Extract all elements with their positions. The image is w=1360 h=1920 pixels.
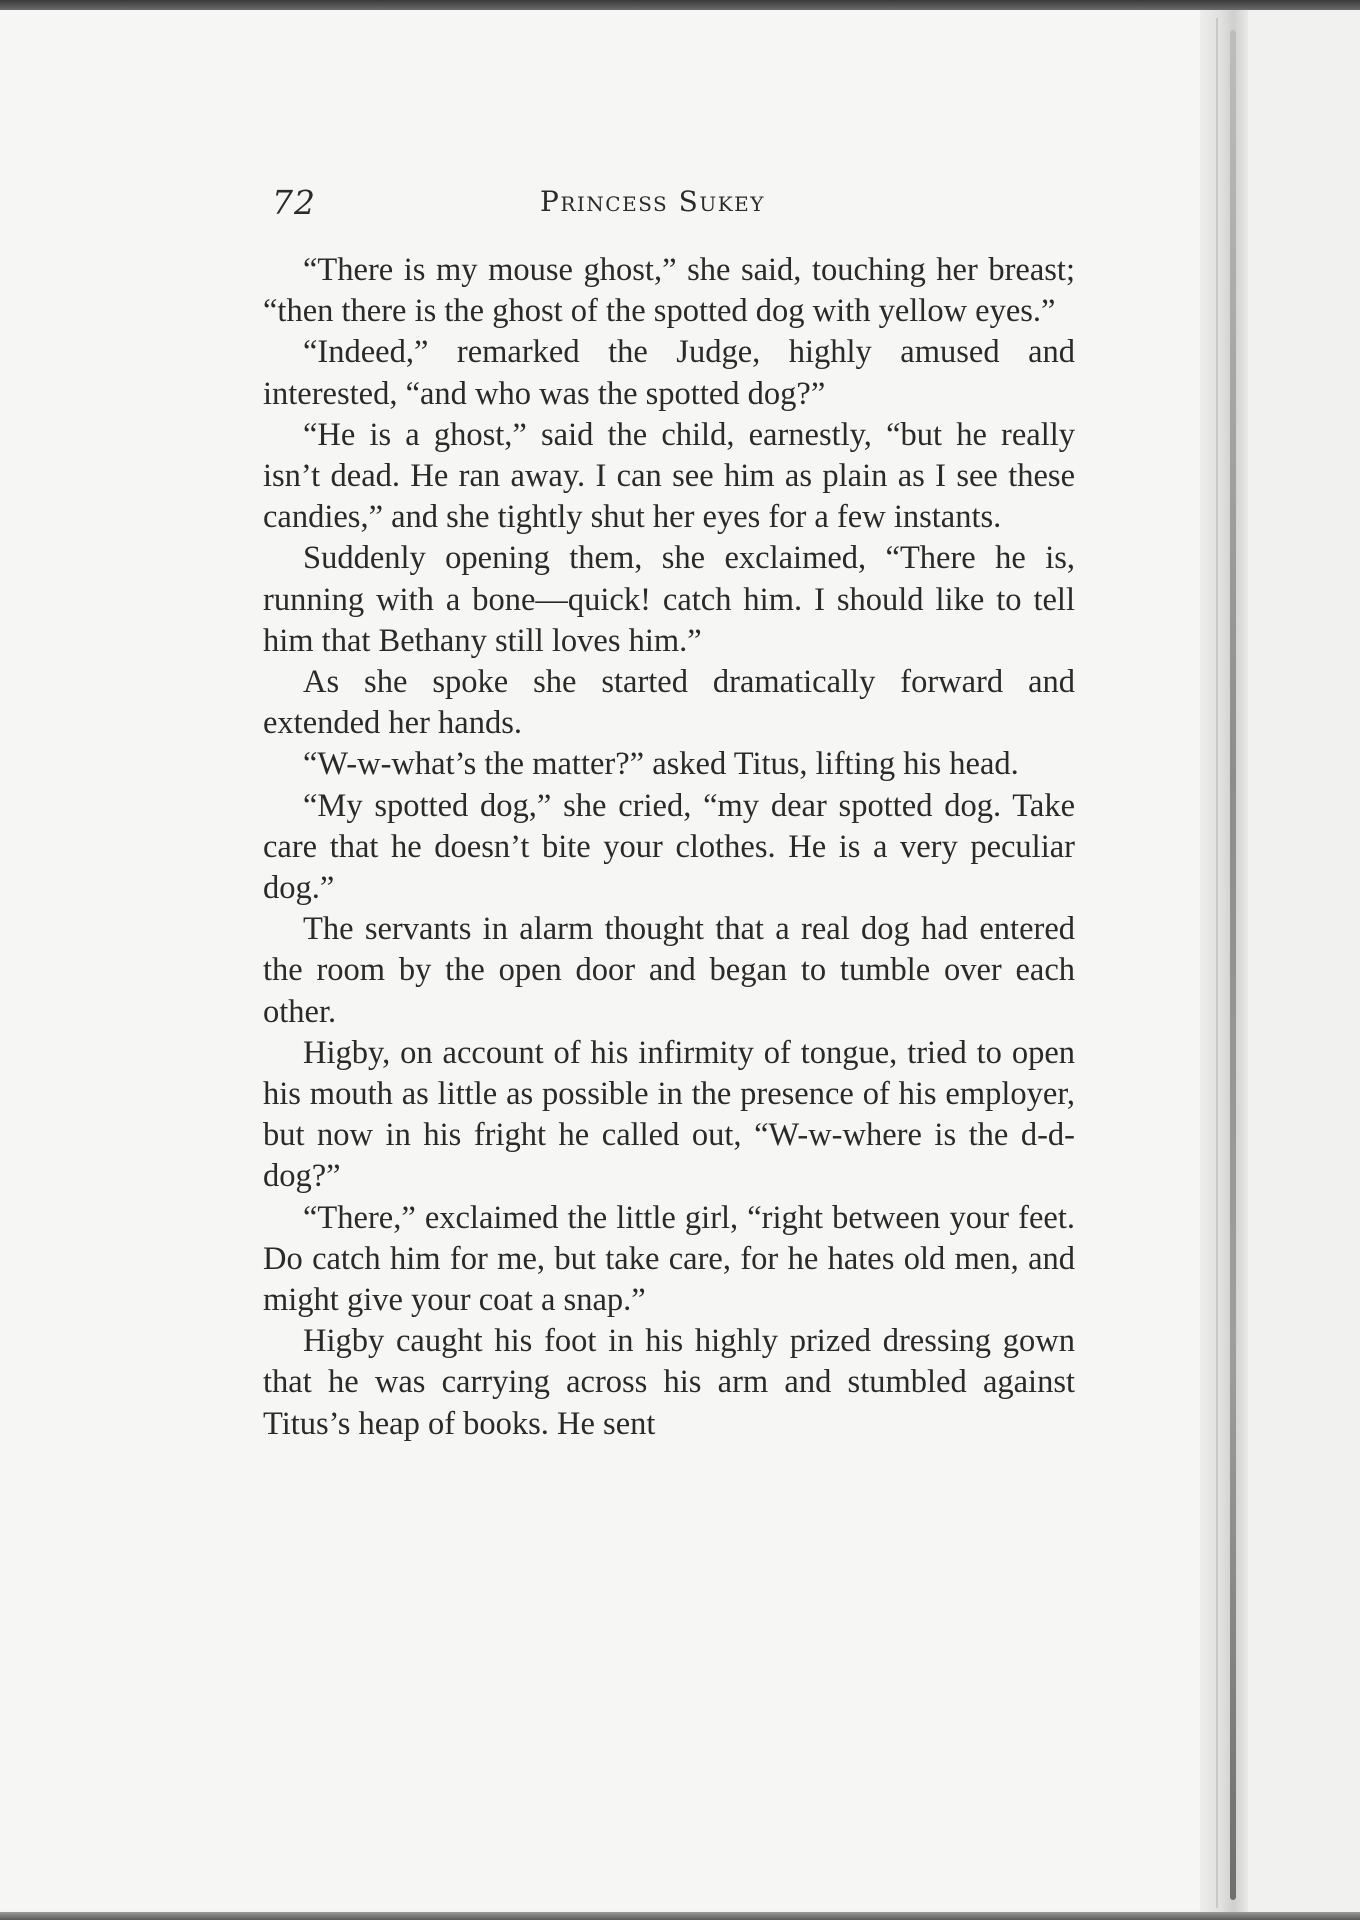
paragraph: “There is my mouse ghost,” she said, touching her breast; “then there is the ghost of the spotted dog with yellow eyes.” xyxy=(263,252,1075,330)
scan-top-border xyxy=(0,0,1360,10)
page-gutter-shadow xyxy=(1200,10,1248,1912)
body-text xyxy=(263,250,1075,1445)
paragraph: “Indeed,” remarked the Judge, highly amused and interested, “and who was the spotted dog?” xyxy=(263,334,1075,412)
scan-bottom-border xyxy=(0,1912,1360,1920)
paragraph: Higby, on account of his infirmity of tongue, tried to open his mouth as little as possible in the presence of his employer, but now in his fright he called out, “W-w-where is the d-d-dog?” xyxy=(263,1034,1075,1195)
page-number: 72 xyxy=(272,183,316,222)
paragraph: “He is a ghost,” said the child, earnestly, “but he really isn’t dead. He ran away. I can see him as plain as I see these candies,” and she tightly shut her eyes for a few instants. xyxy=(263,416,1075,536)
scan-margin xyxy=(1248,10,1360,1912)
paragraph: Higby caught his foot in his highly prized dressing gown that he was carrying across his arm and stumbled against Titus’s heap of books. He sent xyxy=(263,1323,1075,1442)
binding-edge-line xyxy=(1230,30,1236,1900)
paragraph: As she spoke she started dramatically forward and extended her hands. xyxy=(263,664,1075,742)
page-edge-line xyxy=(1216,18,1218,1908)
running-title: Princess Sukey xyxy=(540,185,765,218)
paragraph: “W-w-what’s the matter?” asked Titus, lifting his head. xyxy=(303,746,1019,783)
paragraph: Suddenly opening them, she exclaimed, “There he is, running with a bone—quick! catch him. I should like to tell him that Bethany still loves him.” xyxy=(263,540,1075,659)
paragraph: “There,” exclaimed the little girl, “right between your feet. Do catch him for me, but take care, for he hates old men, and might give your coat a snap.” xyxy=(263,1199,1075,1319)
paragraph: “My spotted dog,” she cried, “my dear spotted dog. Take care that he doesn’t bite your clothes. He is a very peculiar dog.” xyxy=(263,787,1075,907)
page-header xyxy=(272,183,1072,233)
paragraph: The servants in alarm thought that a real dog had entered the room by the open door and began to tumble over each other. xyxy=(263,911,1075,1030)
